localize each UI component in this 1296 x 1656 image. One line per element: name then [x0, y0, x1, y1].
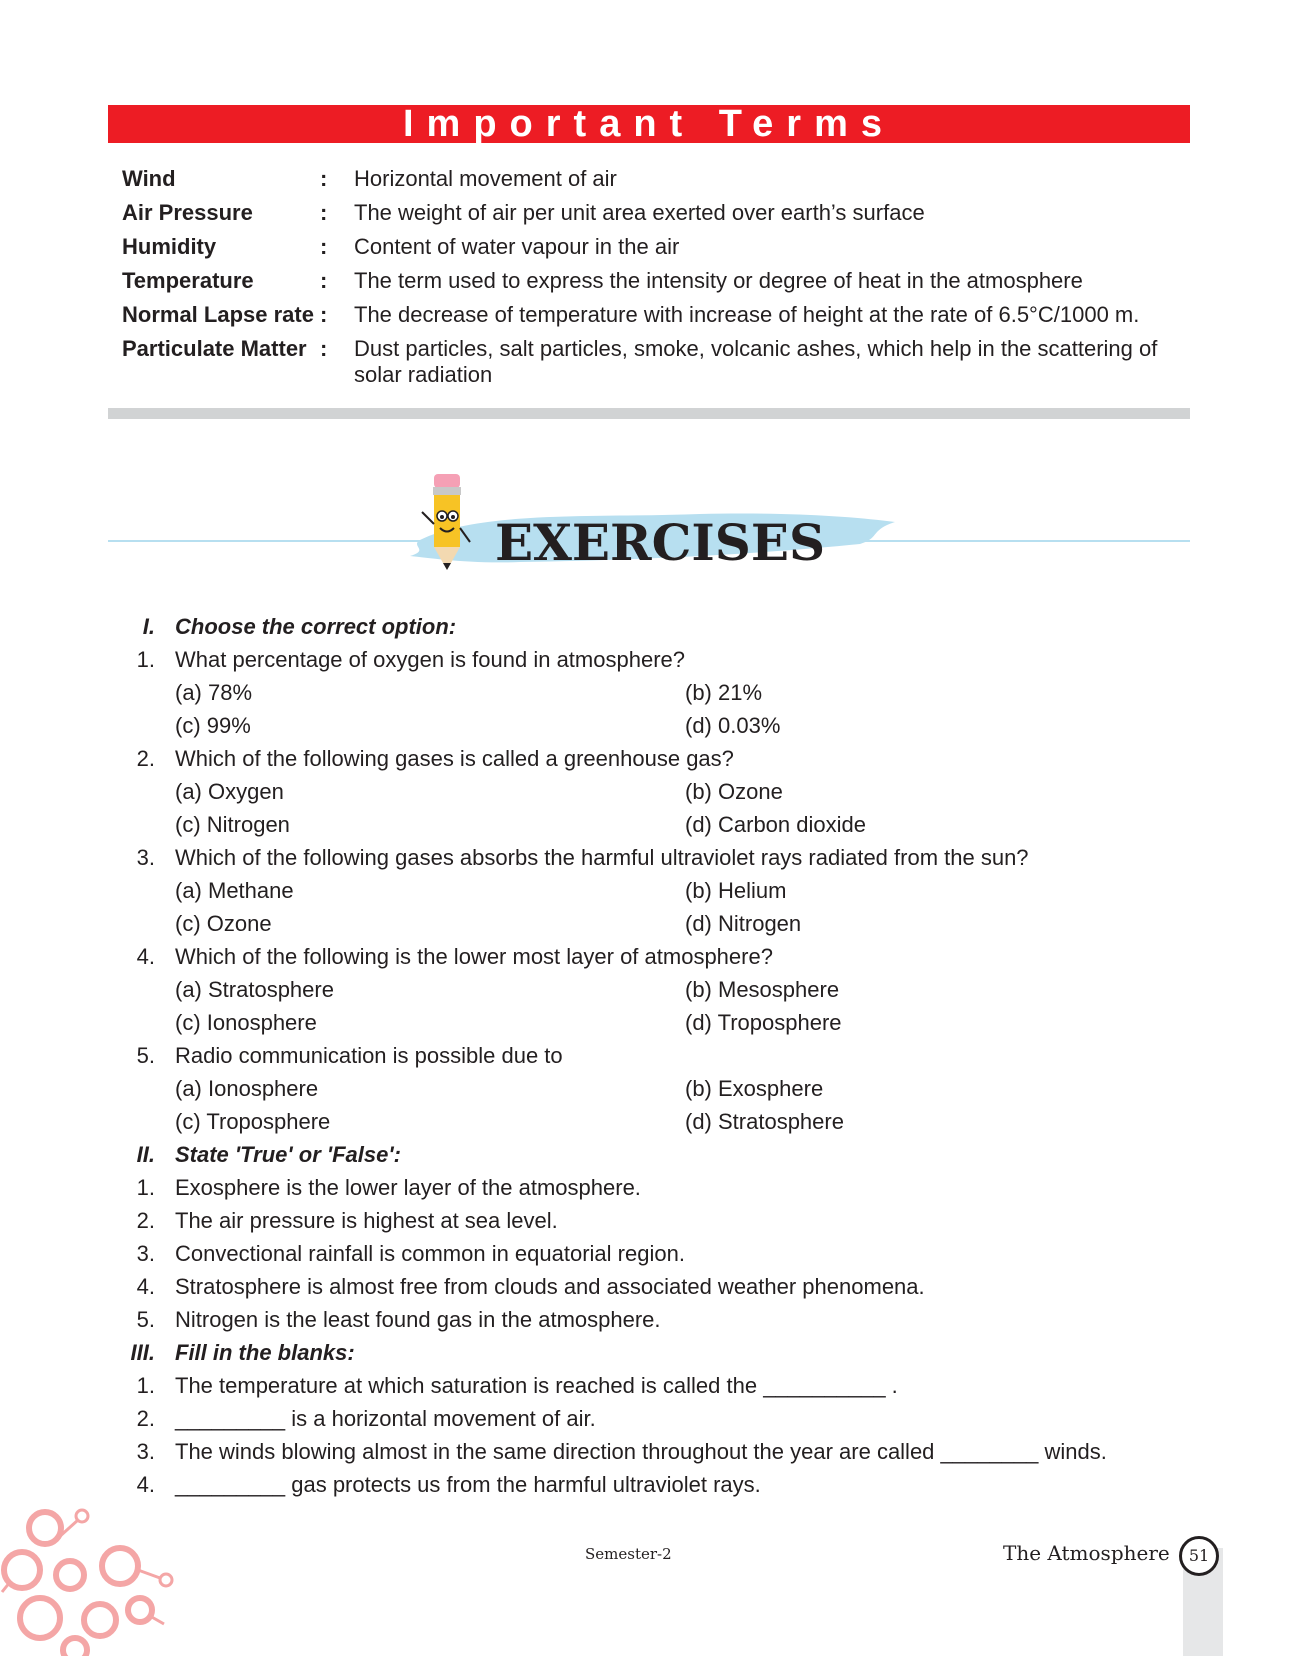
item-text: Stratosphere is almost free from clouds and associated weather phenomena. [175, 1274, 925, 1299]
options-row [120, 1006, 1190, 1039]
question-text: Which of the following gases absorbs the harmful ultraviolet rays radiated from the sun? [175, 845, 1029, 870]
item-number: 4. [136, 1472, 155, 1497]
exercises-heading [108, 468, 1190, 578]
important-terms-banner: Important Terms [108, 105, 1190, 143]
options-row [120, 676, 1190, 709]
term-name: Temperature [122, 268, 254, 293]
section-number: III. [130, 1340, 155, 1365]
terms-list [122, 166, 1182, 396]
term-definition: Horizontal movement of air [354, 166, 617, 191]
term-separator: : [320, 336, 328, 361]
item-number: 3. [136, 1439, 155, 1464]
option: (d) Carbon dioxide [685, 812, 866, 837]
term-definition: The weight of air per unit area exerted over earth’s surface [354, 200, 925, 225]
term-name: Normal Lapse rate [122, 302, 314, 327]
term-row [122, 302, 1182, 328]
footer-chapter-title: The Atmosphere [1003, 1541, 1170, 1565]
option: (a) Oxygen [175, 779, 284, 804]
term-row [122, 268, 1182, 294]
exercises-title: EXERCISES [495, 513, 826, 572]
question [120, 841, 1190, 874]
list-item [120, 1435, 1190, 1468]
term-separator: : [320, 268, 328, 293]
option: (a) Ionosphere [175, 1076, 319, 1101]
term-row [122, 200, 1182, 226]
item-text: Convectional rainfall is common in equatorial region. [175, 1241, 685, 1266]
term-name: Humidity [122, 234, 217, 259]
question [120, 742, 1190, 775]
option: (c) Ionosphere [175, 1010, 317, 1035]
item-number: 5. [136, 1307, 155, 1332]
question-text: Radio communication is possible due to [175, 1043, 563, 1068]
section-heading [120, 610, 1190, 643]
question [120, 643, 1190, 676]
section-heading [120, 1138, 1190, 1171]
question-text: Which of the following gases is called a greenhouse gas? [175, 746, 734, 771]
option: (a) 78% [175, 680, 253, 705]
term-separator: : [320, 166, 328, 191]
term-separator: : [320, 234, 328, 259]
term-definition: Dust particles, salt particles, smoke, volcanic ashes, which help in the scattering of solar radiation [354, 336, 1158, 387]
option: (b) Ozone [685, 779, 783, 804]
term-separator: : [320, 200, 328, 225]
options-row [120, 775, 1190, 808]
list-item [120, 1237, 1190, 1270]
options-row [120, 907, 1190, 940]
option: (d) 0.03% [685, 713, 781, 738]
item-text: The air pressure is highest at sea level. [175, 1208, 558, 1233]
option: (a) Methane [175, 878, 294, 903]
question-number: 3. [136, 845, 155, 870]
question-number: 4. [136, 944, 155, 969]
item-text: Nitrogen is the least found gas in the atmosphere. [175, 1307, 661, 1332]
term-name: Air Pressure [122, 200, 253, 225]
term-name: Particulate Matter [122, 336, 307, 361]
term-name: Wind [122, 166, 176, 191]
option: (c) Troposphere [175, 1109, 331, 1134]
item-number: 2. [136, 1208, 155, 1233]
item-text: _________ gas protects us from the harmful ultraviolet rays. [175, 1472, 761, 1497]
term-row [122, 336, 1182, 388]
section-divider [108, 408, 1190, 419]
option: (d) Troposphere [685, 1010, 842, 1035]
item-text: _________ is a horizontal movement of air. [175, 1406, 596, 1431]
term-row [122, 234, 1182, 260]
list-item [120, 1402, 1190, 1435]
term-separator: : [320, 302, 328, 327]
item-number: 1. [136, 1175, 155, 1200]
item-number: 1. [136, 1373, 155, 1398]
item-number: 2. [136, 1406, 155, 1431]
item-text: Exosphere is the lower layer of the atmosphere. [175, 1175, 641, 1200]
question-text: What percentage of oxygen is found in atmosphere? [175, 647, 685, 672]
section-number: I. [142, 614, 155, 639]
options-row [120, 874, 1190, 907]
option: (c) Nitrogen [175, 812, 290, 837]
item-number: 4. [136, 1274, 155, 1299]
list-item [120, 1204, 1190, 1237]
term-definition: Content of water vapour in the air [354, 234, 680, 259]
question-text: Which of the following is the lower most layer of atmosphere? [175, 944, 773, 969]
term-row [122, 166, 1182, 192]
option: (b) Helium [685, 878, 787, 903]
question-number: 1. [136, 647, 155, 672]
section-number: II. [136, 1142, 155, 1167]
section-heading [120, 1336, 1190, 1369]
page-number: 51 [1179, 1536, 1219, 1576]
options-row [120, 1105, 1190, 1138]
option: (a) Stratosphere [175, 977, 334, 1002]
options-row [120, 1072, 1190, 1105]
question [120, 1039, 1190, 1072]
item-number: 3. [136, 1241, 155, 1266]
list-item [120, 1171, 1190, 1204]
list-item [120, 1303, 1190, 1336]
term-definition: The term used to express the intensity or degree of heat in the atmosphere [354, 268, 1083, 293]
options-row [120, 808, 1190, 841]
list-item [120, 1468, 1190, 1501]
question [120, 940, 1190, 973]
options-row [120, 709, 1190, 742]
option: (b) Mesosphere [685, 977, 840, 1002]
term-definition: The decrease of temperature with increase of height at the rate of 6.5°C/1000 m. [354, 302, 1140, 327]
option: (b) 21% [685, 680, 763, 705]
pencil-mascot-icon [416, 468, 476, 578]
item-text: The temperature at which saturation is reached is called the __________ . [175, 1373, 898, 1398]
option: (b) Exosphere [685, 1076, 824, 1101]
exercises-body [120, 610, 1190, 1501]
decorative-circles-icon [0, 1500, 180, 1656]
item-text: The winds blowing almost in the same direction throughout the year are called ________ winds. [175, 1439, 1107, 1464]
list-item [120, 1369, 1190, 1402]
section-title: State 'True' or 'False': [175, 1142, 401, 1167]
options-row [120, 973, 1190, 1006]
question-number: 5. [136, 1043, 155, 1068]
footer-semester: Semester-2 [585, 1545, 672, 1563]
option: (c) Ozone [175, 911, 272, 936]
option: (d) Nitrogen [685, 911, 802, 936]
section-title: Choose the correct option: [175, 614, 457, 639]
option: (d) Stratosphere [685, 1109, 844, 1134]
list-item [120, 1270, 1190, 1303]
option: (c) 99% [175, 713, 251, 738]
question-number: 2. [136, 746, 155, 771]
section-title: Fill in the blanks: [175, 1340, 355, 1365]
